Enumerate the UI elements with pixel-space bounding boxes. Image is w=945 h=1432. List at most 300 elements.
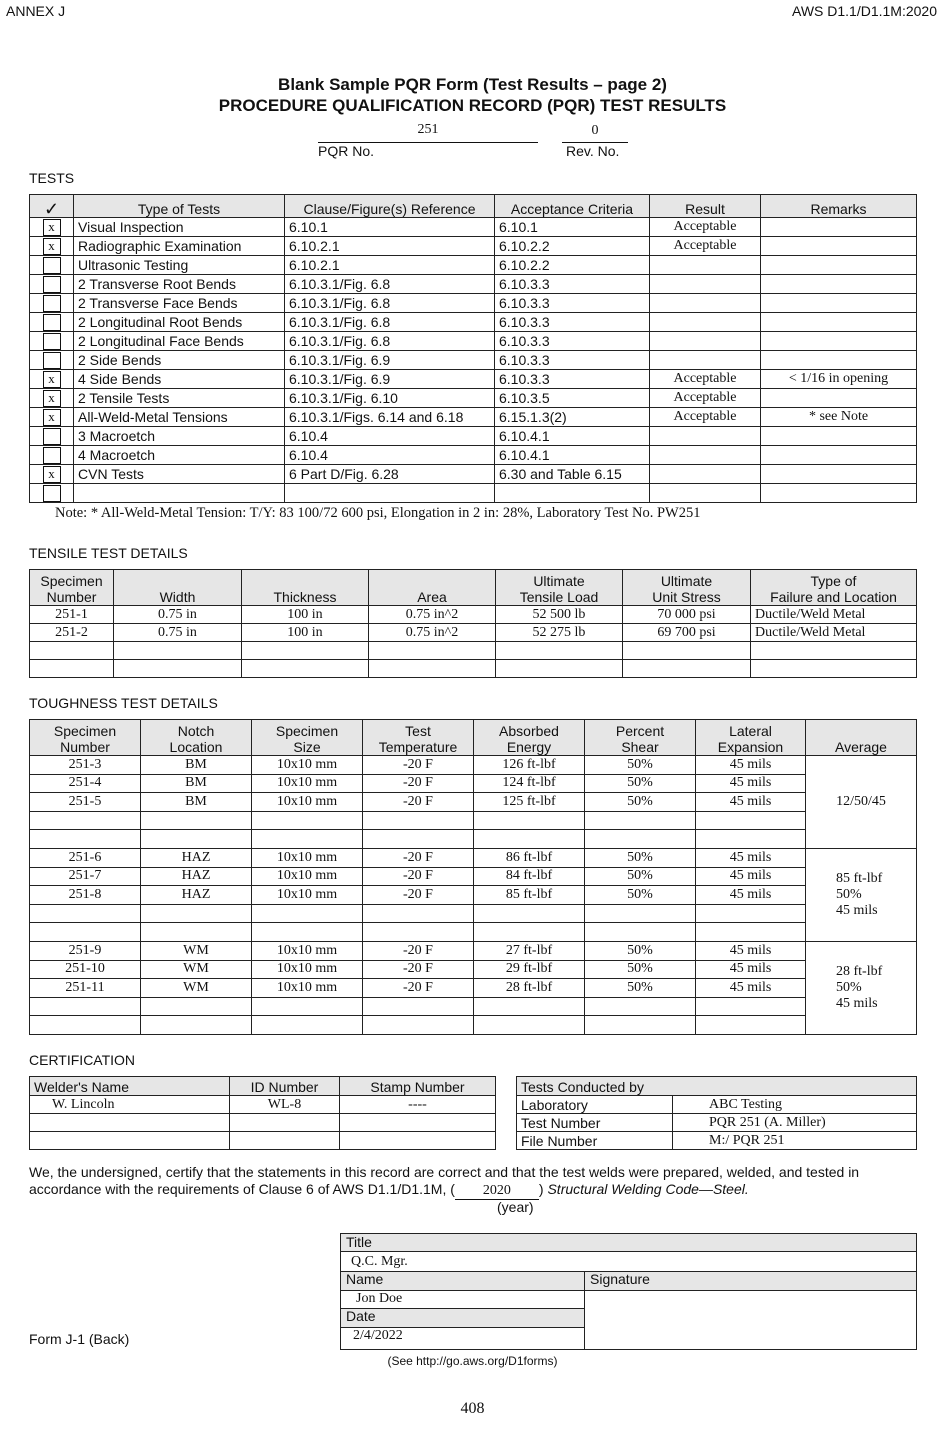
toughness-row	[30, 941, 917, 960]
toughness-cell: 45 mils	[696, 774, 806, 793]
title-value: Q.C. Mgr.	[351, 1254, 408, 1269]
toughness-section-title: TOUGHNESS TEST DETAILS	[29, 695, 218, 711]
toughness-cell: -20 F	[363, 756, 474, 775]
criteria-cell: 6.10.3.3	[495, 332, 650, 351]
clause-cell: 6.10.4	[285, 427, 495, 446]
tests-conducted-table	[516, 1076, 917, 1150]
toughness-cell: 126 ft-lbf	[474, 756, 585, 775]
average-value: 85 ft-lbf	[836, 870, 883, 886]
tensile-table	[29, 569, 917, 678]
criteria-cell: 6.30 and Table 6.15	[495, 465, 650, 484]
criteria-cell: 6.10.2.2	[495, 237, 650, 256]
test-checkbox[interactable]: x	[43, 466, 61, 483]
signature-label: Signature	[590, 1271, 650, 1287]
tensile-cell	[751, 660, 917, 678]
average-value: 28 ft-lbf	[836, 963, 883, 979]
average-value: 45 mils	[836, 995, 878, 1011]
toughness-cell	[141, 923, 252, 942]
remarks-cell	[761, 465, 917, 484]
tensile-cell: 100 in	[242, 606, 369, 624]
clause-cell	[285, 484, 495, 503]
toughness-cell: 10x10 mm	[252, 848, 363, 867]
toughness-cell: WM	[141, 941, 252, 960]
criteria-cell	[495, 484, 650, 503]
test-row	[30, 370, 917, 389]
tensile-header-line2: Number	[46, 589, 97, 605]
clause-cell: 6.10.3.1/Fig. 6.8	[285, 294, 495, 313]
result-cell: Acceptable	[650, 408, 761, 427]
statement-close-paren: )	[538, 1181, 544, 1197]
toughness-cell: 45 mils	[696, 867, 806, 886]
toughness-cell: 45 mils	[696, 756, 806, 775]
clause-cell: 6.10.3.1/Fig. 6.8	[285, 332, 495, 351]
tensile-header-line1: Ultimate	[533, 573, 585, 589]
forms-link[interactable]: (See http://go.aws.org/D1forms)	[387, 1354, 558, 1368]
page-number: 408	[460, 1400, 485, 1417]
toughness-cell	[30, 923, 141, 942]
test-type-cell: CVN Tests	[74, 465, 285, 484]
remarks-cell: < 1/16 in opening	[761, 370, 917, 389]
average-cell	[806, 756, 917, 849]
toughness-cell: WM	[141, 979, 252, 998]
test-row	[30, 389, 917, 408]
test-type-cell: 2 Side Bends	[74, 351, 285, 370]
toughness-row	[30, 886, 917, 905]
toughness-cell: WM	[141, 960, 252, 979]
toughness-cell: HAZ	[141, 867, 252, 886]
tensile-header	[114, 570, 242, 606]
remarks-cell	[761, 237, 917, 256]
toughness-row	[30, 774, 917, 793]
tensile-cell	[369, 660, 496, 678]
certification-statement-line1: We, the undersigned, certify that the statements in this record are correct and that the test welds were prepared, welded, and tested in	[29, 1164, 860, 1180]
remarks-cell	[761, 313, 917, 332]
clause-cell: 6.10.3.1/Fig. 6.9	[285, 351, 495, 370]
toughness-header-line2: Location	[169, 739, 223, 755]
test-type-cell: 4 Macroetch	[74, 446, 285, 465]
test-row	[30, 313, 917, 332]
page-title: Blank Sample PQR Form (Test Results – page 2)	[278, 75, 667, 94]
clause-cell: 6.10.3.1/Fig. 6.10	[285, 389, 495, 408]
conducted-value: ABC Testing	[673, 1096, 917, 1114]
tests-note: Note: * All-Weld-Metal Tension: T/Y: 83 100/72 600 psi, Elongation in 2 in: 28%, Laboratory Test No. PW251	[55, 505, 701, 521]
tensile-cell: 70 000 psi	[623, 606, 751, 624]
test-row	[30, 275, 917, 294]
clause-cell: 6.10.1	[285, 218, 495, 237]
clause-cell: 6.10.4	[285, 446, 495, 465]
toughness-cell: 85 ft-lbf	[474, 886, 585, 905]
tensile-header-line2: Unit Stress	[652, 589, 721, 605]
toughness-cell	[474, 830, 585, 849]
toughness-cell	[252, 830, 363, 849]
toughness-cell	[585, 904, 696, 923]
form-id: Form J-1 (Back)	[29, 1331, 130, 1347]
toughness-cell: 50%	[585, 774, 696, 793]
year-label: (year)	[497, 1199, 534, 1215]
test-row	[30, 294, 917, 313]
criteria-cell: 6.10.4.1	[495, 427, 650, 446]
test-checkbox[interactable]	[43, 447, 61, 464]
toughness-cell: -20 F	[363, 867, 474, 886]
toughness-cell: -20 F	[363, 886, 474, 905]
toughness-cell: 125 ft-lbf	[474, 793, 585, 812]
title-label: Title	[346, 1234, 372, 1250]
test-checkbox[interactable]	[43, 352, 61, 369]
toughness-cell	[30, 811, 141, 830]
toughness-cell	[585, 830, 696, 849]
welder-cell	[30, 1132, 230, 1150]
test-checkbox[interactable]: x	[43, 409, 61, 426]
remarks-cell	[761, 275, 917, 294]
checkbox-cell	[30, 256, 74, 275]
test-checkbox[interactable]	[43, 333, 61, 350]
test-checkbox[interactable]: x	[43, 219, 61, 236]
test-checkbox[interactable]	[43, 257, 61, 274]
toughness-cell: 124 ft-lbf	[474, 774, 585, 793]
toughness-row	[30, 979, 917, 998]
toughness-header-line1: Absorbed	[499, 723, 559, 739]
toughness-cell: 50%	[585, 886, 696, 905]
toughness-header	[585, 720, 696, 756]
test-checkbox[interactable]: x	[43, 390, 61, 407]
toughness-cell	[252, 811, 363, 830]
result-column-header: Result	[650, 195, 761, 218]
toughness-header-line2: Number	[60, 739, 110, 755]
checkbox-cell	[30, 370, 74, 389]
test-type-cell: All-Weld-Metal Tensions	[74, 408, 285, 427]
toughness-cell	[474, 904, 585, 923]
test-row	[30, 351, 917, 370]
average-value: 50%	[836, 979, 862, 995]
toughness-cell	[141, 904, 252, 923]
criteria-cell: 6.10.3.3	[495, 313, 650, 332]
clause-cell: 6.10.3.1/Fig. 6.8	[285, 275, 495, 294]
result-cell: Acceptable	[650, 218, 761, 237]
toughness-cell: 10x10 mm	[252, 867, 363, 886]
remarks-cell	[761, 294, 917, 313]
tensile-cell	[114, 660, 242, 678]
toughness-cell: 50%	[585, 793, 696, 812]
toughness-cell	[696, 830, 806, 849]
remarks-cell	[761, 351, 917, 370]
toughness-cell	[363, 904, 474, 923]
conducted-row	[517, 1096, 917, 1114]
toughness-cell	[696, 997, 806, 1016]
toughness-cell: 84 ft-lbf	[474, 867, 585, 886]
result-cell	[650, 275, 761, 294]
toughness-header	[252, 720, 363, 756]
result-cell: Acceptable	[650, 389, 761, 408]
toughness-cell: 50%	[585, 867, 696, 886]
toughness-row	[30, 793, 917, 812]
result-cell	[650, 446, 761, 465]
toughness-cell	[30, 830, 141, 849]
toughness-header-line1	[810, 723, 912, 739]
welder-row	[30, 1132, 496, 1150]
test-type-cell: 2 Transverse Face Bends	[74, 294, 285, 313]
tensile-cell	[369, 642, 496, 660]
tensile-cell: 251-2	[30, 624, 114, 642]
clause-cell: 6.10.3.1/Fig. 6.8	[285, 313, 495, 332]
toughness-cell: 251-11	[30, 979, 141, 998]
tensile-header	[623, 570, 751, 606]
tensile-row	[30, 660, 917, 678]
toughness-cell	[141, 997, 252, 1016]
tensile-cell: Ductile/Weld Metal	[751, 606, 917, 624]
result-cell	[650, 332, 761, 351]
tensile-header	[751, 570, 917, 606]
toughness-cell	[30, 997, 141, 1016]
toughness-cell: 45 mils	[696, 886, 806, 905]
test-row	[30, 408, 917, 427]
tensile-cell: 69 700 psi	[623, 624, 751, 642]
toughness-cell	[585, 1016, 696, 1035]
result-cell	[650, 427, 761, 446]
test-type-cell: 2 Transverse Root Bends	[74, 275, 285, 294]
tensile-cell: 251-1	[30, 606, 114, 624]
toughness-cell: BM	[141, 774, 252, 793]
test-type-cell: Radiographic Examination	[74, 237, 285, 256]
conducted-row	[517, 1132, 917, 1150]
remarks-cell	[761, 218, 917, 237]
test-checkbox[interactable]	[43, 314, 61, 331]
clause-cell: 6.10.3.1/Figs. 6.14 and 6.18	[285, 408, 495, 427]
test-checkbox[interactable]	[43, 485, 61, 502]
welder-cell	[340, 1132, 496, 1150]
test-type-cell: 3 Macroetch	[74, 427, 285, 446]
test-row	[30, 484, 917, 503]
test-type-cell: 2 Tensile Tests	[74, 389, 285, 408]
toughness-cell: 45 mils	[696, 793, 806, 812]
toughness-cell: 251-10	[30, 960, 141, 979]
toughness-cell: 50%	[585, 756, 696, 775]
toughness-cell: -20 F	[363, 774, 474, 793]
tensile-row	[30, 624, 917, 642]
toughness-cell: 251-5	[30, 793, 141, 812]
checkbox-cell	[30, 294, 74, 313]
welder-row	[30, 1114, 496, 1132]
test-row	[30, 427, 917, 446]
toughness-cell: 27 ft-lbf	[474, 941, 585, 960]
toughness-header-line2: Energy	[506, 739, 552, 755]
tensile-header-line1: Type of	[810, 573, 857, 589]
toughness-cell	[585, 811, 696, 830]
toughness-cell	[252, 1016, 363, 1035]
criteria-column-header: Acceptance Criteria	[495, 195, 650, 218]
toughness-cell: -20 F	[363, 793, 474, 812]
tensile-header-line1	[246, 573, 364, 589]
toughness-cell	[696, 923, 806, 942]
toughness-cell: 10x10 mm	[252, 979, 363, 998]
toughness-cell: BM	[141, 756, 252, 775]
tensile-header	[496, 570, 623, 606]
tensile-cell	[30, 660, 114, 678]
annex-label: ANNEX J	[6, 3, 66, 19]
toughness-row	[30, 960, 917, 979]
toughness-header-line1: Notch	[177, 723, 215, 739]
toughness-cell	[30, 904, 141, 923]
test-type-cell: 2 Longitudinal Root Bends	[74, 313, 285, 332]
toughness-header	[141, 720, 252, 756]
test-row	[30, 256, 917, 275]
criteria-cell: 6.10.3.5	[495, 389, 650, 408]
date-value: 2/4/2022	[353, 1328, 403, 1343]
toughness-row	[30, 756, 917, 775]
toughness-cell	[474, 1016, 585, 1035]
result-cell: Acceptable	[650, 370, 761, 389]
tensile-header-line2: Area	[417, 589, 447, 605]
tensile-header-line2: Failure and Location	[770, 589, 897, 605]
test-checkbox[interactable]: x	[43, 238, 61, 255]
toughness-cell: 50%	[585, 979, 696, 998]
tensile-row	[30, 642, 917, 660]
clause-cell: 6.10.3.1/Fig. 6.9	[285, 370, 495, 389]
remarks-cell	[761, 389, 917, 408]
tensile-cell	[496, 660, 623, 678]
toughness-cell: 45 mils	[696, 979, 806, 998]
standard-label: AWS D1.1/D1.1M:2020	[792, 3, 937, 19]
conducted-value: M:/ PQR 251	[673, 1132, 917, 1150]
rev-number-label: Rev. No.	[566, 143, 620, 159]
checkbox-cell	[30, 218, 74, 237]
date-label: Date	[346, 1308, 376, 1324]
clause-cell: 6.10.2.1	[285, 256, 495, 275]
welder-row	[30, 1096, 496, 1114]
result-cell: Acceptable	[650, 237, 761, 256]
test-checkbox[interactable]	[43, 295, 61, 312]
toughness-cell	[474, 923, 585, 942]
checkbox-cell	[30, 446, 74, 465]
test-type-cell: 4 Side Bends	[74, 370, 285, 389]
toughness-row	[30, 997, 917, 1016]
pqr-number-value: 251	[318, 122, 538, 143]
clause-column-header: Clause/Figure(s) Reference	[285, 195, 495, 218]
tensile-header	[369, 570, 496, 606]
tests-section-title: TESTS	[29, 170, 75, 186]
toughness-cell	[141, 1016, 252, 1035]
tensile-header	[242, 570, 369, 606]
result-cell	[650, 294, 761, 313]
name-value: Jon Doe	[356, 1291, 403, 1306]
result-cell	[650, 484, 761, 503]
toughness-cell: 50%	[585, 848, 696, 867]
test-row	[30, 237, 917, 256]
toughness-cell: 29 ft-lbf	[474, 960, 585, 979]
toughness-row	[30, 904, 917, 923]
test-type-cell	[74, 484, 285, 503]
conducted-row	[517, 1114, 917, 1132]
welder-cell	[230, 1132, 340, 1150]
toughness-cell: 45 mils	[696, 848, 806, 867]
criteria-cell: 6.10.3.3	[495, 370, 650, 389]
toughness-cell: -20 F	[363, 960, 474, 979]
tensile-header-line1: Ultimate	[660, 573, 713, 589]
checkbox-cell	[30, 465, 74, 484]
welder-cell	[30, 1114, 230, 1132]
criteria-cell: 6.10.2.2	[495, 256, 650, 275]
toughness-cell	[363, 923, 474, 942]
conducted-label: File Number	[517, 1132, 673, 1150]
check-column-header: ✓	[30, 195, 74, 218]
toughness-cell: 251-9	[30, 941, 141, 960]
toughness-cell: 45 mils	[696, 960, 806, 979]
average-value: 50%	[836, 886, 862, 902]
toughness-header-line1: Specimen	[275, 723, 339, 739]
statement-prefix: accordance with the requirements of Clause 6 of AWS D1.1/D1.1M, (	[29, 1181, 455, 1197]
checkbox-cell	[30, 237, 74, 256]
page-subtitle: PROCEDURE QUALIFICATION RECORD (PQR) TEST RESULTS	[218, 96, 727, 115]
type-column-header: Type of Tests	[74, 195, 285, 218]
toughness-cell: 10x10 mm	[252, 886, 363, 905]
toughness-header	[30, 720, 141, 756]
toughness-row	[30, 830, 917, 849]
toughness-cell: -20 F	[363, 941, 474, 960]
remarks-cell	[761, 446, 917, 465]
checkbox-cell	[30, 484, 74, 503]
criteria-cell: 6.10.3.3	[495, 351, 650, 370]
test-checkbox[interactable]	[43, 276, 61, 293]
tests-table	[29, 194, 917, 503]
toughness-cell	[696, 811, 806, 830]
result-cell	[650, 256, 761, 275]
signoff-box	[340, 1233, 917, 1350]
toughness-header-line1: Specimen	[53, 723, 117, 739]
toughness-cell	[696, 904, 806, 923]
checkbox-cell	[30, 313, 74, 332]
toughness-header	[696, 720, 806, 756]
toughness-cell	[252, 923, 363, 942]
tensile-cell	[496, 642, 623, 660]
name-label: Name	[346, 1271, 384, 1287]
tensile-cell: 52 500 lb	[496, 606, 623, 624]
certification-statement-line2	[29, 1181, 749, 1200]
criteria-cell: 6.10.3.3	[495, 294, 650, 313]
tensile-cell	[30, 642, 114, 660]
clause-cell: 6.10.2.1	[285, 237, 495, 256]
toughness-cell	[363, 997, 474, 1016]
test-row	[30, 465, 917, 484]
tensile-cell: 0.75 in	[114, 606, 242, 624]
tensile-header-line2: Tensile Load	[519, 589, 599, 605]
toughness-cell	[363, 1016, 474, 1035]
tensile-row	[30, 606, 917, 624]
toughness-cell	[585, 923, 696, 942]
toughness-header-line1: Lateral	[729, 723, 772, 739]
pqr-number-label: PQR No.	[318, 143, 375, 159]
toughness-cell	[141, 830, 252, 849]
toughness-cell: 251-3	[30, 756, 141, 775]
toughness-row	[30, 867, 917, 886]
remarks-cell	[761, 332, 917, 351]
toughness-cell: 10x10 mm	[252, 774, 363, 793]
test-checkbox[interactable]: x	[43, 371, 61, 388]
criteria-cell: 6.15.1.3(2)	[495, 408, 650, 427]
remarks-cell: * see Note	[761, 408, 917, 427]
toughness-header-line2: Size	[293, 739, 321, 755]
test-checkbox[interactable]	[43, 428, 61, 445]
toughness-cell: 251-8	[30, 886, 141, 905]
toughness-header-line2: Expansion	[717, 739, 784, 755]
result-cell	[650, 351, 761, 370]
toughness-cell: -20 F	[363, 848, 474, 867]
conducted-label: Laboratory	[517, 1096, 673, 1114]
welder-cell	[340, 1114, 496, 1132]
result-cell	[650, 465, 761, 484]
result-cell	[650, 313, 761, 332]
toughness-header-line2: Average	[835, 739, 887, 755]
tensile-cell	[751, 642, 917, 660]
criteria-cell: 6.10.4.1	[495, 446, 650, 465]
